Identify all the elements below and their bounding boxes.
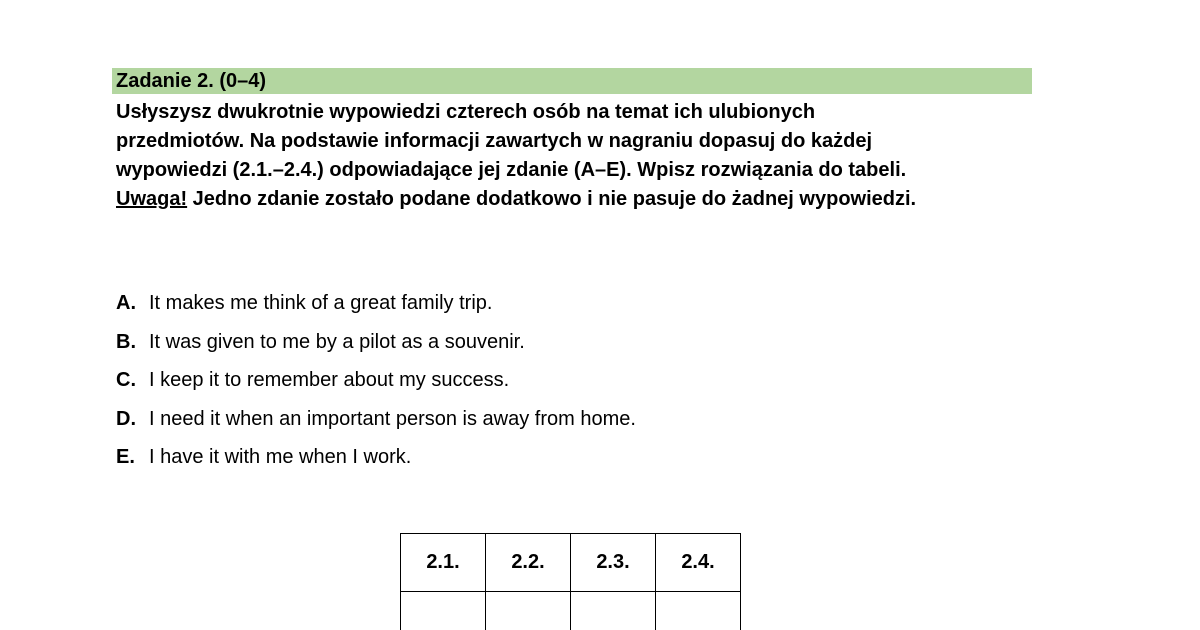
answer-table xyxy=(400,533,741,630)
option-a xyxy=(116,290,636,329)
options-list xyxy=(116,290,636,483)
option-c xyxy=(116,367,636,406)
answer-header-2-1: 2.1. xyxy=(401,534,486,592)
instructions-line-2: przedmiotów. Na podstawie informacji zawartych w nagraniu dopasuj do każdej xyxy=(116,130,873,152)
instructions-line-3: wypowiedzi (2.1.–2.4.) odpowiadające jej zdanie (A–E). Wpisz rozwiązania do tabeli. xyxy=(116,159,907,181)
answer-header-2-2: 2.2. xyxy=(486,534,571,592)
option-d xyxy=(116,406,636,445)
option-letter: A. xyxy=(116,292,136,314)
answer-cell-2-3[interactable] xyxy=(571,592,656,630)
answer-table-header-row xyxy=(401,534,741,592)
option-text: I have it with me when I work. xyxy=(149,446,412,468)
instructions-note xyxy=(116,185,1036,214)
option-letter: E. xyxy=(116,446,135,468)
note-label: Uwaga! xyxy=(116,188,188,210)
answer-cell-2-4[interactable] xyxy=(656,592,741,630)
option-text: I keep it to remember about my success. xyxy=(149,369,510,391)
task-title: Zadanie 2. (0–4) xyxy=(116,70,267,92)
option-text: It makes me think of a great family trip. xyxy=(149,292,493,314)
note-text: Jedno zdanie zostało podane dodatkowo i nie pasuje do żadnej wypowiedzi. xyxy=(187,188,917,210)
option-text: It was given to me by a pilot as a souvenir. xyxy=(149,330,525,353)
instructions-line-1: Usłyszysz dwukrotnie wypowiedzi czterech osób na temat ich ulubionych xyxy=(116,101,816,123)
task-instructions xyxy=(116,98,1036,214)
answer-header-2-4: 2.4. xyxy=(656,534,741,592)
option-letter: B. xyxy=(116,330,136,353)
option-e xyxy=(116,444,636,483)
answer-cell-2-2[interactable] xyxy=(486,592,571,630)
option-letter: D. xyxy=(116,407,136,430)
option-letter: C. xyxy=(116,369,136,391)
answer-header-2-3: 2.3. xyxy=(571,534,656,592)
answer-cell-2-1[interactable] xyxy=(401,592,486,630)
option-text: I need it when an important person is away from home. xyxy=(149,407,636,430)
option-b xyxy=(116,329,636,368)
answer-table-answer-row xyxy=(401,592,741,630)
